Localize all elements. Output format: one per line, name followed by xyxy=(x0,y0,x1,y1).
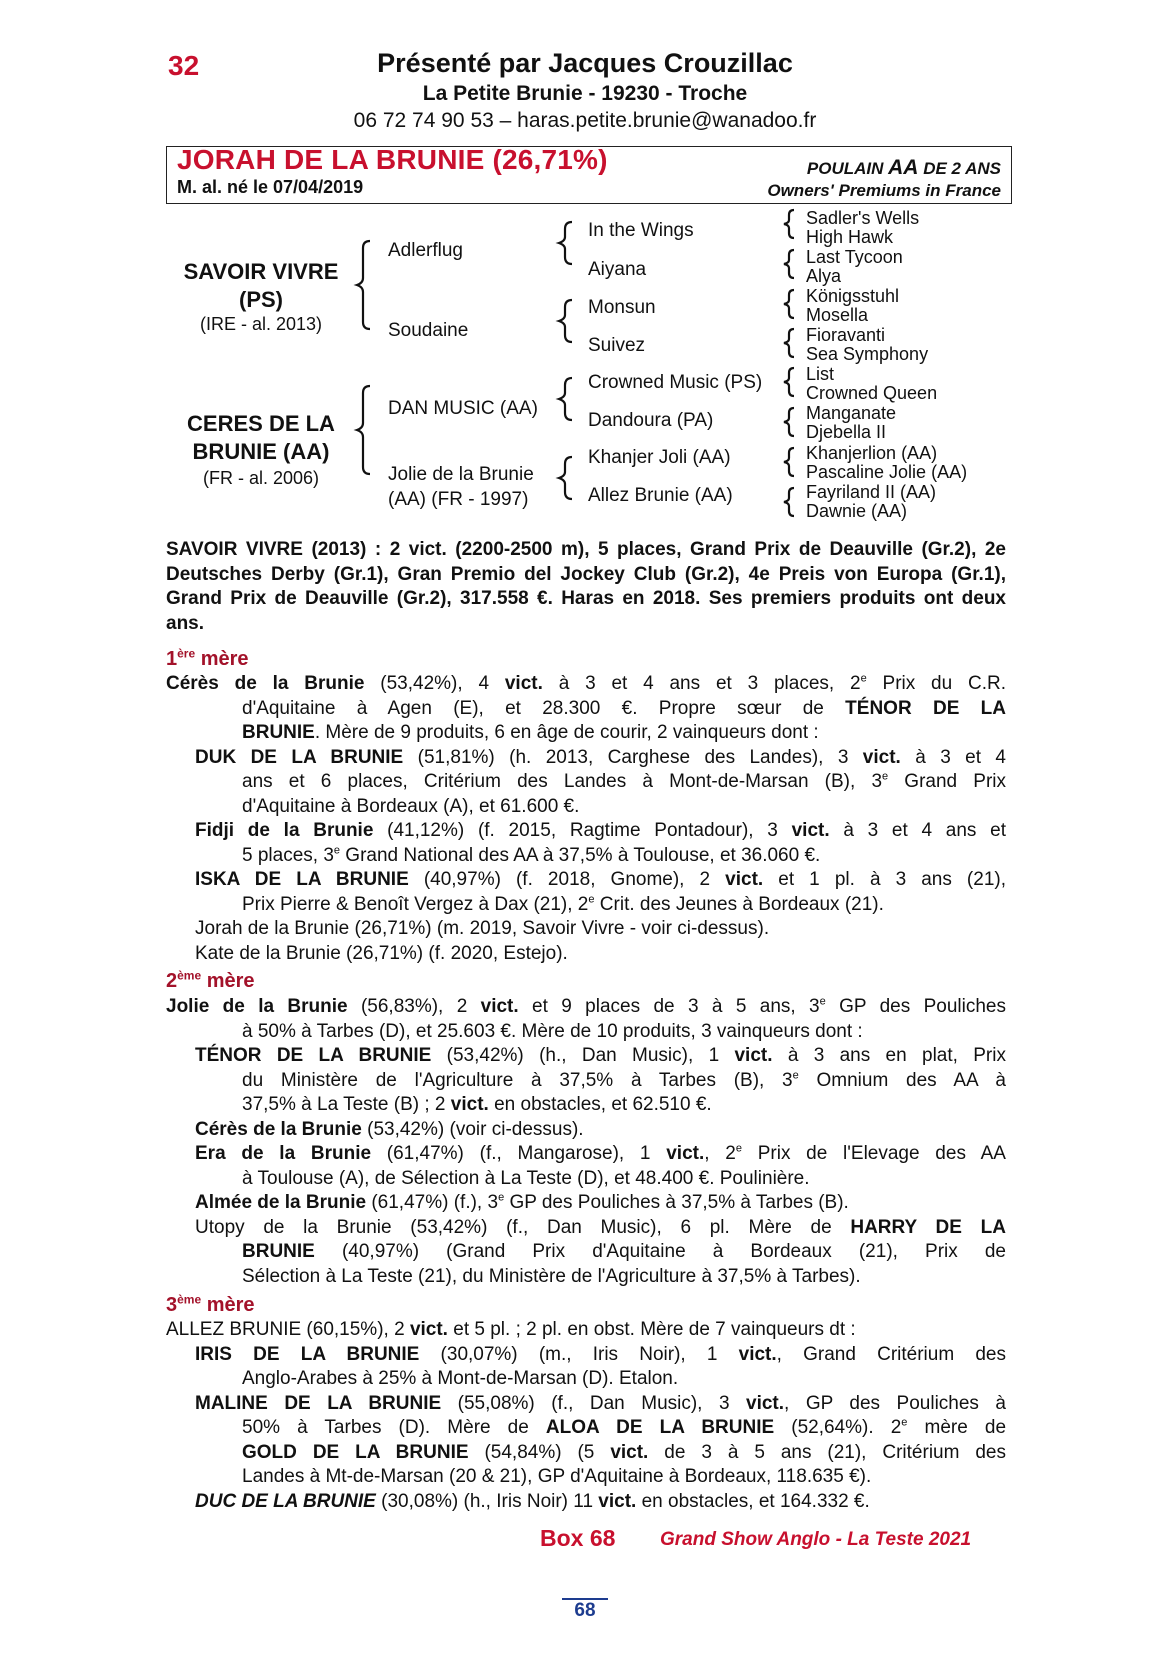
gen4-item: Dawnie (AA) xyxy=(806,501,908,521)
gen4-item: Sea Symphony xyxy=(806,344,929,364)
gen4-item: Pascaline Jolie (AA) xyxy=(806,462,968,482)
dam-name: CERES DE LA BRUNIE (AA) xyxy=(187,411,335,464)
horse-name: JORAH DE LA BRUNIE (26,71%) xyxy=(177,144,608,175)
dam-dam-line1: Jolie de la Brunie xyxy=(388,464,534,485)
gen4-item: High Hawk xyxy=(806,227,894,247)
second-dam-text: Jolie de la Brunie (56,83%), 2 vict. et 9 places de 3 à 5 ans, 3e GP des Pouliches à 50% à Tarbes (D), et 25.603 €. Mère de 10 produits, 3 vainqueurs dont : TÉNOR DE LA BRUNIE (53,42%) (h., Dan Music), 1 vict. à 3 ans en plat, Prix du Ministère de l'Agriculture à 37,5% à Tarbes (B), 3e Omnium des AA à 37,5% à La Teste (B) ; 2 vict. en obstacles, et 62.510 €. Cérès de la Brunie (53,42%) (voir ci-dessus). Era de la Brunie (61,47%) (f., Mangarose), 1 vict., 2e Prix de l'Elevage des AA à Toulouse (A), de Sélection à La Teste (D), et 48.400 €. Poulinière. Almée de la Brunie (61,47%) (f.), 3e GP des Pouliches à 37,5% à Tarbes (B). Utopy de la Brunie (53,42%) (f., Dan Music), 6 pl. Mère de HARRY DE LA BRUNIE (40,97%) (Grand Prix d'Aquitaine à Bordeaux (21), Prix de Sélection à La Teste (21), du Ministère de l'Agriculture à 37,5% à Tarbes). xyxy=(166,995,1006,1287)
dam-dam-line2: (AA) (FR - 1997) xyxy=(388,489,529,510)
gen4-item: Manganate xyxy=(806,403,897,423)
gen4-item: List xyxy=(806,364,835,384)
sire-dam: Soudaine xyxy=(388,320,469,341)
gen3-item: Khanjer Joli (AA) xyxy=(588,447,731,468)
gen4-item: Fayriland II (AA) xyxy=(806,482,937,502)
sire-name: SAVOIR VIVRE (PS) xyxy=(183,259,339,312)
gen3-item: Allez Brunie (AA) xyxy=(588,485,733,506)
gen4-item: Djebella II xyxy=(806,422,887,442)
gen4-item: Crowned Queen xyxy=(806,383,938,403)
first-dam-heading: 1ère mère xyxy=(166,646,249,670)
first-dam-text: Cérès de la Brunie (53,42%), 4 vict. à 3 et 4 ans et 3 places, 2e Prix du C.R. d'Aquitaine à Agen (E), et 28.300 €. Propre sœur de TÉNOR DE LA BRUNIE. Mère de 9 produits, 6 en âge de courir, 2 vainqueurs dont : DUK DE LA BRUNIE (51,81%) (h. 2013, Carghese des Landes), 3 vict. à 3 et 4 ans et 6 places, Critérium des Landes à Mont-de-Marsan (B), 3e Grand Prix d'Aquitaine à Bordeaux (A), et 61.600 €. Fidji de la Brunie (41,12%) (f. 2015, Ragtime Pontadour), 3 vict. à 3 et 4 ans et 5 places, 3e Grand National des AA à 37,5% à Toulouse, et 36.060 €. ISKA DE LA BRUNIE (40,97%) (f. 2018, Gnome), 2 vict. et 1 pl. à 3 ans (21), Prix Pierre & Benoît Vergez à Dax (21), 2e Crit. des Jeunes à Bordeaux (21). Jorah de la Brunie (26,71%) (m. 2019, Savoir Vivre - voir ci-dessus). Kate de la Brunie (26,71%) (f. 2020, Estejo). xyxy=(166,672,1007,964)
lot-number: 32 xyxy=(168,50,200,81)
pedigree-chart xyxy=(166,210,1016,530)
box-number: Box 68 xyxy=(540,1525,616,1551)
entry-box xyxy=(166,146,1012,204)
gen4-item: Mosella xyxy=(806,305,869,325)
owners-premium: Owners' Premiums in France xyxy=(767,181,1001,200)
second-dam-heading: 2ème mère xyxy=(166,968,255,992)
gen3-item: Monsun xyxy=(588,297,656,318)
gen4-item: Königsstuhl xyxy=(806,286,900,306)
presenter-contact: 06 72 74 90 53 – haras.petite.brunie@wanadoo.fr xyxy=(353,109,817,132)
third-dam-heading: 3ème mère xyxy=(166,1292,255,1316)
horse-birth: M. al. né le 07/04/2019 xyxy=(177,177,364,197)
gen4-item: Fioravanti xyxy=(806,325,886,345)
horse-type: POULAIN AA DE 2 ANS xyxy=(806,156,1001,179)
dam-sire: DAN MUSIC (AA) xyxy=(388,398,538,419)
sire-summary: SAVOIR VIVRE (2013) : 2 vict. (2200-2500 m), 5 places, Grand Prix de Deauville (Gr.2), 2e Deutsches Derby (Gr.1), Gran Premio del Jockey Club (Gr.2), 4e Preis von Europa (Gr.1), Grand Prix de Deauville (Gr.2), 317.558 €. Haras en 2018. Ses premiers produits ont deux ans. xyxy=(166,539,1006,634)
gen3-item: Aiyana xyxy=(588,259,647,280)
page-number: 68 xyxy=(574,1600,596,1621)
show-name: Grand Show Anglo - La Teste 2021 xyxy=(660,1529,972,1550)
presenter-name: Présenté par Jacques Crouzillac xyxy=(377,48,793,78)
sire-origin: (IRE - al. 2013) xyxy=(199,314,323,334)
dam-origin: (FR - al. 2006) xyxy=(202,468,320,488)
gen4-item: Last Tycoon xyxy=(806,247,903,267)
gen4-item: Alya xyxy=(806,266,842,286)
gen3-item: Dandoura (PA) xyxy=(588,410,714,431)
gen3-item: Suivez xyxy=(588,335,646,356)
gen4-item: Khanjerlion (AA) xyxy=(806,443,938,463)
sire-sire: Adlerflug xyxy=(388,240,463,261)
gen4-item: Sadler's Wells xyxy=(806,208,920,228)
gen3-item: Crowned Music (PS) xyxy=(588,372,763,393)
third-dam-text: ALLEZ BRUNIE (60,15%), 2 vict. et 5 pl. ; 2 pl. en obst. Mère de 7 vainqueurs dt : IRIS DE LA BRUNIE (30,07%) (m., Iris Noir), 1 vict., Grand Critérium des Anglo-Arabes à 25% à Mont-de-Marsan (D). Etalon. MALINE DE LA BRUNIE (55,08%) (f., Dan Music), 3 vict., GP des Pouliches à 50% à Tarbes (D). Mère de ALOA DE LA BRUNIE (52,64%). 2e mère de GOLD DE LA BRUNIE (54,84%) (5 vict. de 3 à 5 ans (21), Critérium des Landes à Mt-de-Marsan (20 & 21), GP d'Aquitaine à Bordeaux, 118.635 €). DUC DE LA BRUNIE (30,08%) (h., Iris Noir) 11 vict. en obstacles, et 164.332 €. xyxy=(166,1319,1007,1512)
presenter-address: La Petite Brunie - 19230 - Troche xyxy=(422,82,748,105)
gen3-item: In the Wings xyxy=(588,220,694,241)
